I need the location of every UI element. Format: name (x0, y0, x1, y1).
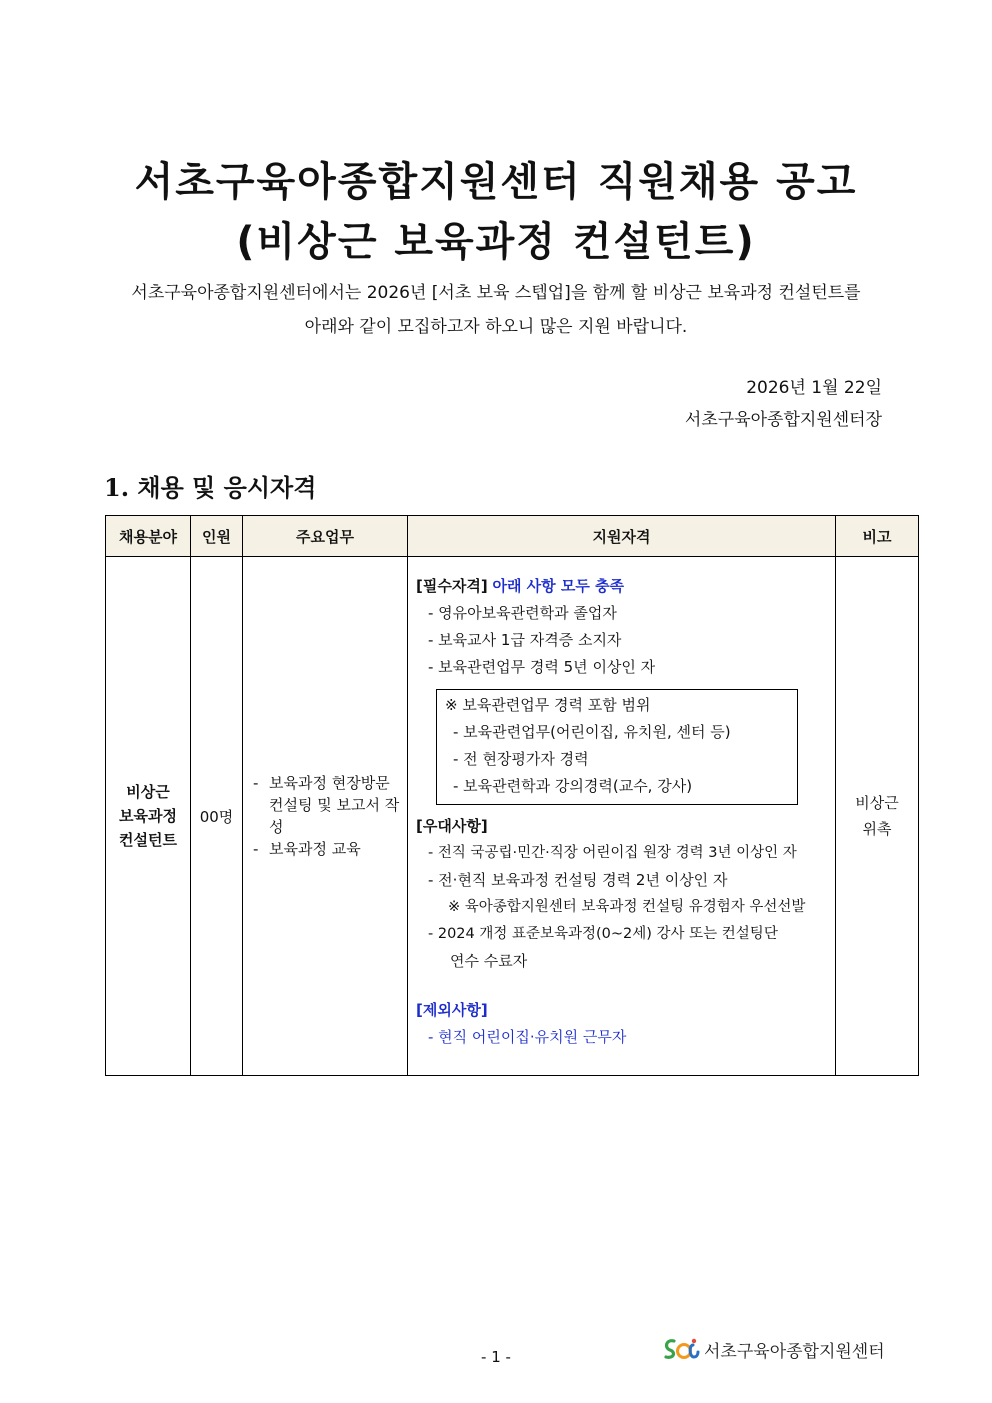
duty-item: - 보육과정 현장방문 컨설팅 및 보고서 작성 (253, 774, 400, 836)
required-item: - 보육교사 1급 자격증 소지자 (428, 631, 622, 649)
scope-item: - 보육관련업무(어린이집, 유치원, 센터 등) (453, 723, 731, 741)
preferred-item: - 2024 개정 표준보육과정(0~2세) 강사 또는 컨설팅단 (428, 926, 778, 942)
preferred-item-continued: 연수 수료자 (450, 952, 528, 970)
center-logo (662, 1336, 885, 1362)
scope-item: - 보육관련학과 강의경력(교수, 강사) (453, 777, 693, 795)
header-duties: 주요업무 (243, 516, 408, 557)
page-number: - 1 - (481, 1348, 511, 1366)
required-item: - 보육관련업무 경력 5년 이상인 자 (428, 658, 656, 676)
notice-date: 2026년 1월 22일 (746, 378, 882, 398)
duty-item: - 보육과정 교육 (253, 840, 361, 858)
header-qualifications: 지원자격 (408, 516, 836, 557)
cell-duties (243, 557, 408, 1076)
required-heading: [필수자격] 아래 사항 모두 충족 (416, 577, 625, 595)
cell-qualifications (408, 557, 836, 1076)
cell-note: 비상근 위촉 (836, 557, 919, 1076)
preferred-item: - 전직 국공립·민간·직장 어린이집 원장 경력 3년 이상인 자 (428, 845, 797, 861)
preferred-heading: [우대사항] (416, 817, 488, 835)
issuer: 서초구육아종합지원센터장 (684, 410, 882, 430)
experience-scope-box (436, 689, 798, 805)
center-logo-icon (662, 1336, 700, 1362)
section-title: 1. 채용 및 응시자격 (104, 473, 317, 502)
center-logo-text: 서초구육아종합지원센터 (704, 1341, 885, 1362)
page-subtitle: (비상근 보육과정 컨설턴트) (236, 219, 756, 265)
table-header-row (106, 516, 919, 557)
excluded-item: - 현직 어린이집·유치원 근무자 (428, 1028, 627, 1046)
recruitment-table (105, 515, 919, 1076)
intro-line-2: 아래와 같이 모집하고자 하오니 많은 지원 바랍니다. (304, 317, 688, 337)
required-item: - 영유아보육관련학과 졸업자 (428, 604, 617, 622)
scope-item: - 전 현장평가자 경력 (453, 750, 589, 768)
excluded-heading: [제외사항] (416, 1001, 488, 1019)
preferred-item: - 전·현직 보육과정 컨설팅 경력 2년 이상인 자 (428, 871, 728, 889)
header-note: 비고 (836, 516, 919, 557)
page-title: 서초구육아종합지원센터 직원채용 공고 (134, 159, 858, 205)
intro-line-1: 서초구육아종합지원센터에서는 2026년 [서초 보육 스텝업]을 함께 할 비상근 보육과정 컨설턴트를 (131, 283, 861, 303)
header-count: 인원 (191, 516, 243, 557)
header-field: 채용분야 (106, 516, 191, 557)
cell-field: 비상근 보육과정 컨설턴트 (106, 557, 191, 1076)
cell-count: 00명 (191, 557, 243, 1076)
preferred-sub-note: ※ 육아종합지원센터 보육과정 컨설팅 유경험자 우선선발 (448, 899, 806, 915)
scope-title: ※ 보육관련업무 경력 포함 범위 (445, 696, 651, 714)
table-row (106, 557, 919, 1076)
